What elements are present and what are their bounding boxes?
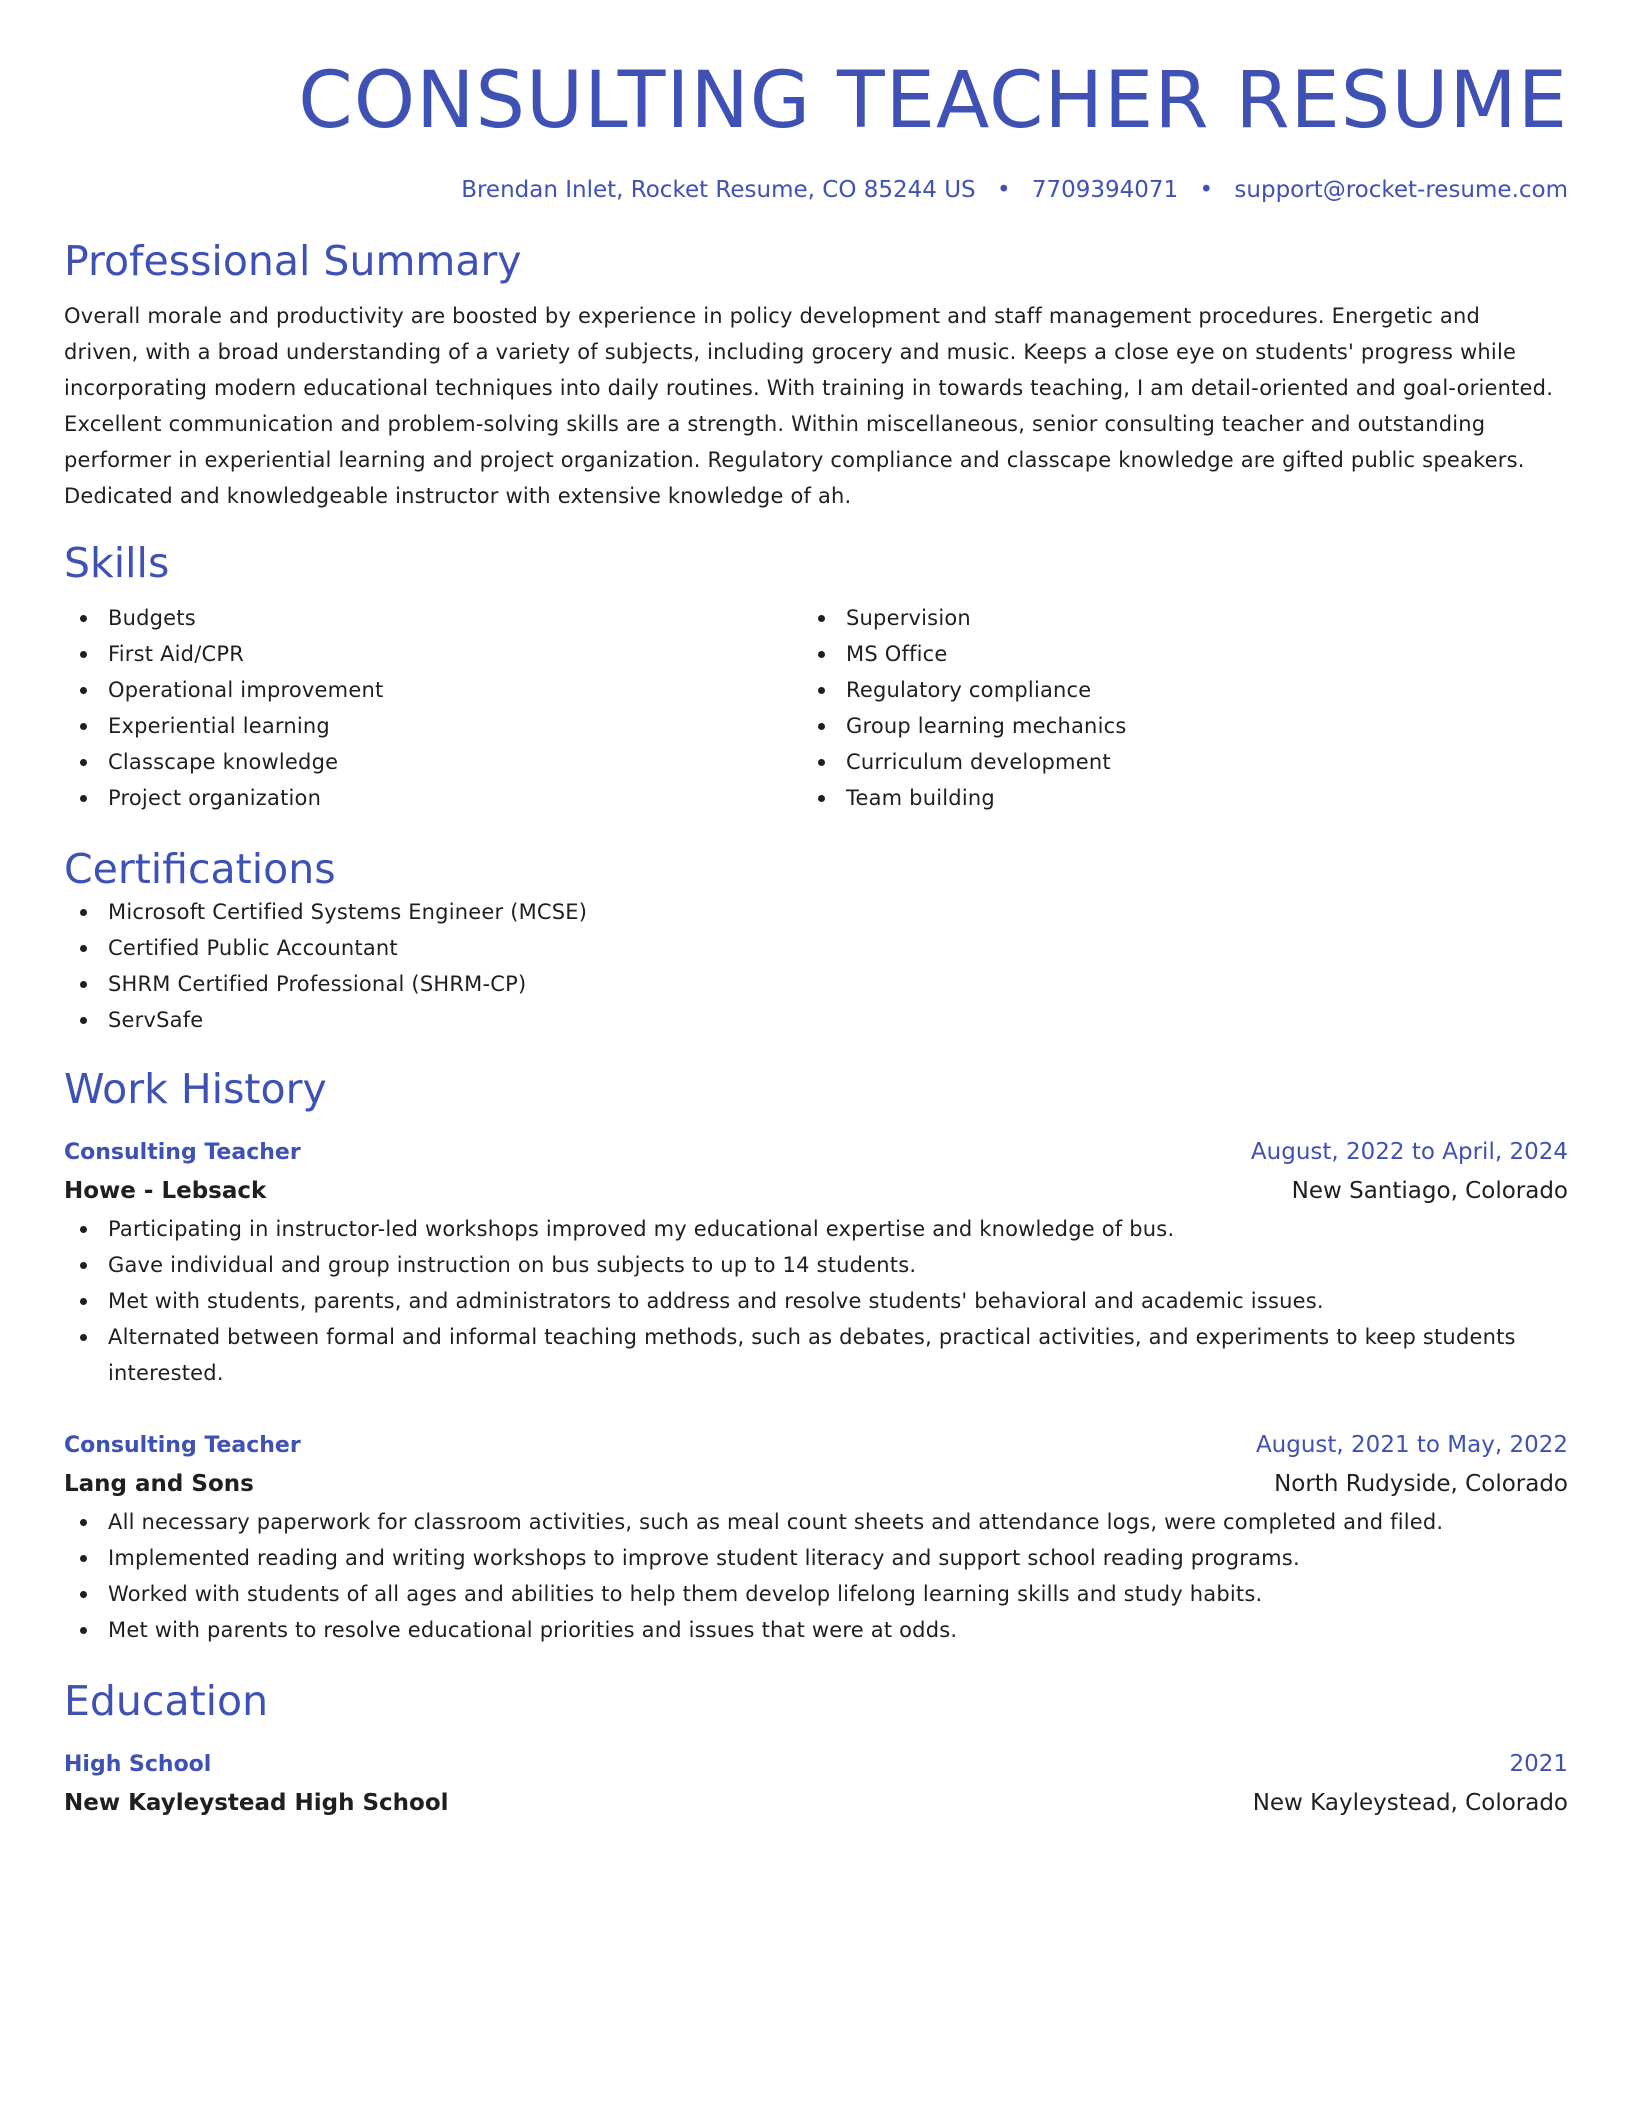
job-duty-item: Implemented reading and writing workshops to improve student literacy and support school reading programs. <box>64 1540 1568 1576</box>
contact-address: Brendan Inlet, Rocket Resume, CO 85244 US <box>461 177 976 203</box>
education-location: New Kayleystead, Colorado <box>1252 1790 1568 1816</box>
professional-summary-section <box>64 236 1568 514</box>
resume-title: CONSULTING TEACHER RESUME <box>298 56 1568 146</box>
skills-list-right <box>802 600 1540 816</box>
section-heading-work-history: Work History <box>64 1065 327 1113</box>
skill-item: Group learning mechanics <box>802 708 1540 744</box>
job-duties-list <box>64 1504 1568 1648</box>
skills-column-right <box>802 600 1540 816</box>
job-duties-list <box>64 1211 1568 1391</box>
job-title: Consulting Teacher <box>64 1433 301 1458</box>
job-header-row <box>64 1134 1568 1171</box>
skills-section <box>64 538 1568 816</box>
certifications-list <box>64 894 1568 1038</box>
contact-separator: • <box>1199 177 1214 203</box>
skills-list-left <box>64 600 802 816</box>
job-company: Lang and Sons <box>64 1471 254 1497</box>
education-entry <box>64 1746 1568 1823</box>
education-year: 2021 <box>1509 1751 1568 1777</box>
job-entry <box>64 1134 1568 1391</box>
job-company: Howe - Lebsack <box>64 1178 267 1204</box>
education-section <box>64 1676 1568 1823</box>
section-heading-skills: Skills <box>64 539 170 587</box>
skill-item: Classcape knowledge <box>64 744 802 780</box>
job-duty-item: Alternated between formal and informal teaching methods, such as debates, practical activities, and experiments to keep students interested. <box>64 1319 1568 1391</box>
contact-line <box>64 174 1568 206</box>
skills-grid <box>64 600 1568 816</box>
certifications-section <box>64 844 1568 1038</box>
work-history-section <box>64 1064 1568 1648</box>
job-location: North Rudyside, Colorado <box>1274 1471 1568 1497</box>
job-duty-item: Worked with students of all ages and abilities to help them develop lifelong learning skills and study habits. <box>64 1576 1568 1612</box>
skills-column-left <box>64 600 802 816</box>
skill-item: Project organization <box>64 780 802 816</box>
job-duty-item: Met with students, parents, and administrators to address and resolve students' behavioral and academic issues. <box>64 1283 1568 1319</box>
education-school: New Kayleystead High School <box>64 1790 449 1816</box>
job-entry <box>64 1427 1568 1648</box>
job-location: New Santiago, Colorado <box>1291 1178 1568 1204</box>
job-header-row <box>64 1427 1568 1464</box>
skill-item: Curriculum development <box>802 744 1540 780</box>
contact-separator: • <box>996 177 1011 203</box>
skill-item: Team building <box>802 780 1540 816</box>
skill-item: Supervision <box>802 600 1540 636</box>
job-company-row <box>64 1171 1568 1211</box>
education-degree: High School <box>64 1752 212 1777</box>
contact-phone: 7709394071 <box>1031 177 1179 203</box>
summary-text: Overall morale and productivity are boosted by experience in policy development and staff management procedures. Energetic and driven, with a broad understanding of a variety of subjects, including grocery and music. Keeps a close eye on students' progress while incorporating modern educational techniques into daily routines. With training in towards teaching, I am detail-oriented and goal-oriented. Excellent communication and problem-solving skills are a strength. Within miscellaneous, senior consulting teacher and outstanding performer in experiential learning and project organization. Regulatory compliance and classcape knowledge are gifted public speakers. Dedicated and knowledgeable instructor with extensive knowledge of ah. <box>64 304 1554 508</box>
job-duty-item: All necessary paperwork for classroom activities, such as meal count sheets and attendance logs, were completed and filed. <box>64 1504 1568 1540</box>
skill-item: Experiential learning <box>64 708 802 744</box>
job-dates: August, 2021 to May, 2022 <box>1255 1432 1568 1458</box>
job-title: Consulting Teacher <box>64 1140 301 1165</box>
certification-item: Microsoft Certified Systems Engineer (MCSE) <box>64 894 1568 930</box>
job-dates: August, 2022 to April, 2024 <box>1250 1139 1568 1165</box>
certification-item: Certified Public Accountant <box>64 930 1568 966</box>
certification-item: SHRM Certified Professional (SHRM-CP) <box>64 966 1568 1002</box>
skill-item: Regulatory compliance <box>802 672 1540 708</box>
education-header-row <box>64 1746 1568 1783</box>
job-duty-item: Met with parents to resolve educational priorities and issues that were at odds. <box>64 1612 1568 1648</box>
skill-item: MS Office <box>802 636 1540 672</box>
skill-item: Operational improvement <box>64 672 802 708</box>
certification-item: ServSafe <box>64 1002 1568 1038</box>
job-duty-item: Participating in instructor-led workshops improved my educational expertise and knowledge of bus. <box>64 1211 1568 1247</box>
skill-item: First Aid/CPR <box>64 636 802 672</box>
job-duty-item: Gave individual and group instruction on bus subjects to up to 14 students. <box>64 1247 1568 1283</box>
education-school-row <box>64 1783 1568 1823</box>
job-company-row <box>64 1464 1568 1504</box>
section-heading-education: Education <box>64 1677 269 1725</box>
section-heading-certifications: Certifications <box>64 845 336 893</box>
section-heading-summary: Professional Summary <box>64 237 522 285</box>
contact-email: support@rocket-resume.com <box>1234 177 1568 203</box>
skill-item: Budgets <box>64 600 802 636</box>
